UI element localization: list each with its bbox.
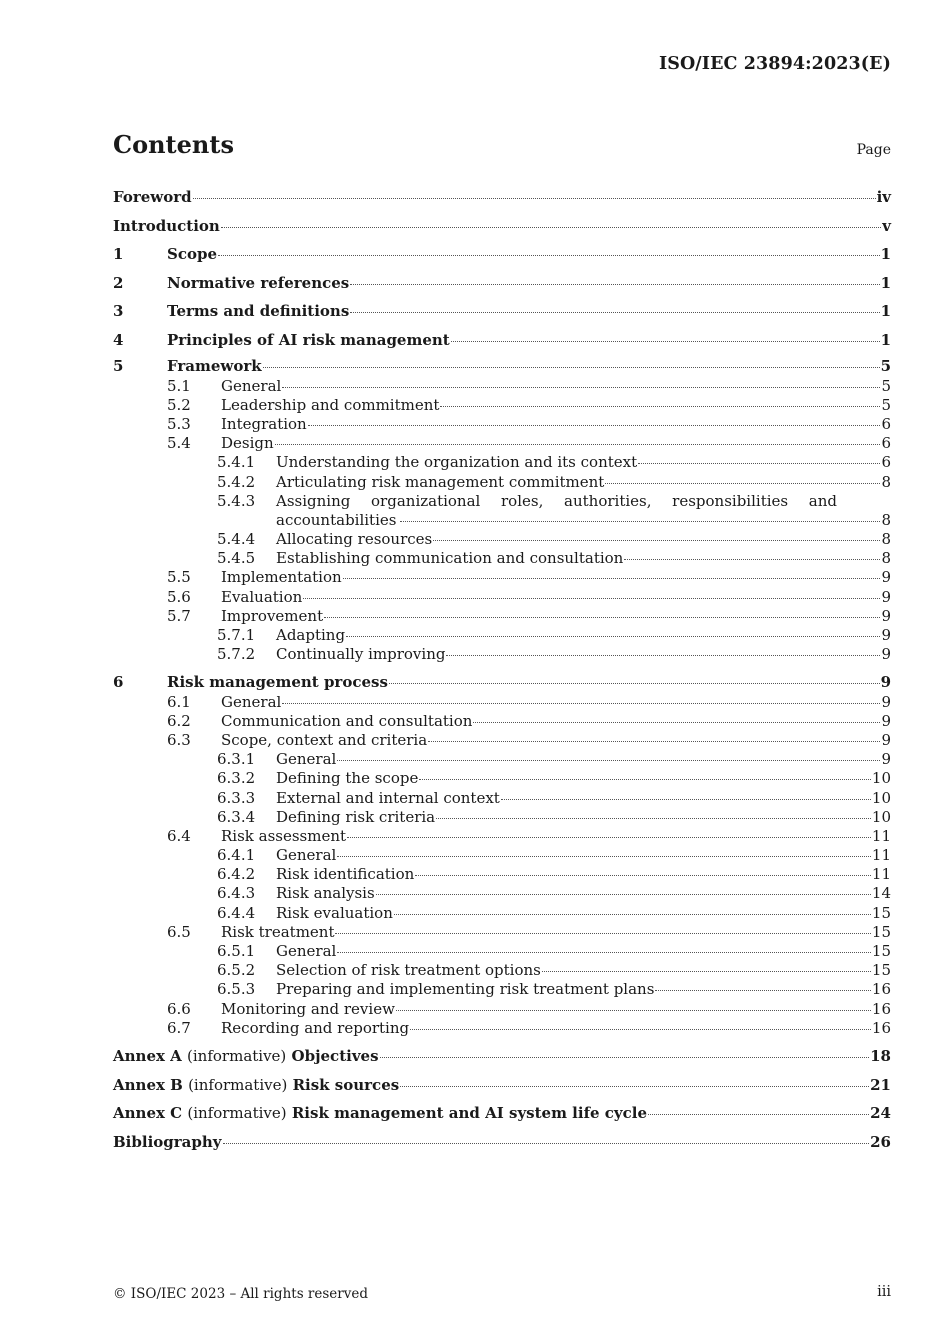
toc-entry[interactable]	[113, 530, 891, 549]
leader-dots	[396, 1009, 871, 1011]
toc-page: 9	[880, 673, 891, 692]
leader-dots	[648, 1113, 869, 1115]
toc-number: 5.6	[167, 587, 191, 606]
leader-dots	[419, 778, 871, 780]
toc-number: 6.2	[167, 711, 191, 730]
toc-number: 5.4.5	[217, 549, 256, 568]
toc-page: 8	[881, 549, 891, 568]
toc-number: 5.7	[167, 606, 191, 625]
toc-number: 5.5	[167, 568, 191, 587]
leader-dots	[347, 836, 871, 838]
toc-page: 26	[870, 1132, 891, 1151]
toc-entry[interactable]	[113, 396, 891, 415]
toc-number: 6.3.1	[217, 750, 256, 769]
toc-number: 4	[113, 330, 124, 349]
toc-label: Terms and definitions	[167, 302, 350, 321]
toc-page: 6	[881, 453, 891, 472]
toc-entry[interactable]	[113, 904, 891, 923]
annex-id: Annex B	[113, 1075, 183, 1094]
toc-page: 8	[881, 472, 891, 491]
toc-number: 6.6	[167, 999, 191, 1018]
page-title: Contents	[113, 130, 234, 159]
leader-dots	[440, 405, 880, 407]
toc-page: v	[882, 216, 891, 235]
toc-page: 10	[871, 807, 891, 826]
leader-dots	[350, 311, 879, 313]
leader-dots	[337, 759, 880, 761]
toc-page: 9	[881, 626, 891, 645]
toc-page: 24	[870, 1104, 891, 1123]
toc-label-word: Assigning	[276, 491, 351, 510]
toc-entry[interactable]	[113, 808, 891, 827]
toc-page: 16	[871, 980, 891, 999]
toc-page: 15	[871, 942, 891, 961]
toc-entry[interactable]	[113, 415, 891, 434]
toc-page: iv	[876, 188, 891, 206]
toc-page: 15	[871, 961, 891, 980]
toc-label: General	[276, 846, 337, 865]
toc-label: Allocating resources	[276, 530, 433, 549]
toc-label: Defining risk criteria	[276, 807, 436, 826]
toc-page: 9	[881, 692, 891, 711]
toc-number: 6.5	[167, 922, 191, 941]
toc-number: 6.3.2	[217, 769, 256, 788]
annex-kind: (informative)	[187, 1046, 287, 1065]
toc-entry-foreword[interactable]	[113, 183, 891, 212]
toc-page: 14	[871, 884, 891, 903]
toc-entry-terms-and-definitions[interactable]	[113, 297, 891, 326]
toc-number: 6.5.2	[217, 961, 256, 980]
leader-dots	[343, 577, 881, 579]
leader-dots	[501, 798, 871, 800]
toc-entry[interactable]	[113, 434, 891, 453]
toc-page: 10	[871, 788, 891, 807]
toc-number: 6.4.2	[217, 865, 256, 884]
toc-entry[interactable]	[113, 1019, 891, 1038]
toc-page: 15	[871, 903, 891, 922]
toc-number: 5.1	[167, 376, 191, 395]
toc-page: 1	[880, 302, 891, 321]
toc-label: Establishing communication and consultation	[276, 549, 624, 568]
toc-label: Evaluation	[221, 587, 303, 606]
leader-dots	[605, 482, 880, 484]
toc-page: 9	[881, 711, 891, 730]
toc-label: accountabilities	[276, 510, 397, 529]
leader-dots	[436, 817, 871, 819]
toc-number: 6.4.3	[217, 884, 256, 903]
leader-dots	[263, 366, 880, 368]
leader-dots	[324, 616, 880, 618]
toc-number: 5.4.3	[217, 491, 256, 510]
toc-label: Scope	[167, 245, 218, 264]
leader-dots	[337, 855, 871, 857]
leader-dots	[451, 340, 880, 342]
toc-label: General	[276, 750, 337, 769]
toc-entry-annex-c[interactable]	[113, 1099, 891, 1128]
toc-number: 6.7	[167, 1018, 191, 1037]
leader-dots	[394, 913, 871, 915]
toc-label-word: roles,	[501, 491, 544, 510]
toc-entry[interactable]	[113, 961, 891, 980]
toc-entry-bibliography[interactable]	[113, 1128, 891, 1157]
toc-entry-risk-management-process[interactable]	[113, 673, 891, 692]
toc-number: 5.4.1	[217, 453, 256, 472]
toc-number: 5.7.1	[217, 626, 256, 645]
toc-entry[interactable]	[113, 588, 891, 607]
toc-label: Risk management process	[167, 673, 388, 692]
leader-dots	[335, 932, 870, 934]
toc-page: 11	[871, 846, 891, 865]
toc-entry[interactable]	[113, 942, 891, 961]
toc-page: 1	[880, 330, 891, 349]
toc-entry[interactable]	[113, 693, 891, 712]
toc-page: 5	[881, 376, 891, 395]
toc-number: 6.5.3	[217, 980, 256, 999]
toc-page: 21	[870, 1075, 891, 1094]
leader-dots	[428, 740, 880, 742]
leader-dots	[303, 597, 880, 599]
toc-number: 5.2	[167, 395, 191, 414]
toc-entry[interactable]	[113, 865, 891, 884]
toc-page: 6	[881, 414, 891, 433]
toc-number: 6.1	[167, 692, 191, 711]
toc-page: 9	[881, 645, 891, 664]
toc-label: General	[221, 692, 282, 711]
toc-entry[interactable]	[113, 846, 891, 865]
toc-number: 6.4.1	[217, 846, 256, 865]
annex-kind: (informative)	[187, 1104, 287, 1123]
leader-dots	[380, 1056, 870, 1058]
toc-entry[interactable]	[113, 712, 891, 731]
toc-entry-scope[interactable]	[113, 240, 891, 269]
toc-number: 1	[113, 245, 124, 264]
toc-label: General	[221, 376, 282, 395]
leader-dots	[218, 254, 880, 256]
leader-dots	[415, 874, 871, 876]
document-id: ISO/IEC 23894:2023(E)	[658, 54, 891, 74]
toc-label: Foreword	[113, 188, 192, 206]
toc-label: Integration	[221, 414, 307, 433]
toc-number: 3	[113, 302, 124, 321]
toc-entry[interactable]	[113, 750, 891, 769]
leader-dots	[624, 558, 880, 560]
toc-entry-introduction[interactable]	[113, 212, 891, 241]
toc-label: Bibliography	[113, 1132, 222, 1151]
toc-page: 18	[870, 1046, 891, 1065]
annex-id: Annex C	[113, 1104, 183, 1123]
toc-entry[interactable]	[113, 607, 891, 626]
leader-dots	[193, 197, 876, 199]
toc-page: 1	[880, 245, 891, 264]
toc-entry[interactable]	[113, 377, 891, 396]
annex-kind: (informative)	[188, 1075, 288, 1094]
toc-label: Principles of AI risk management	[167, 330, 450, 349]
leader-dots	[473, 721, 880, 723]
toc-entry[interactable]	[113, 731, 891, 750]
toc-page: 11	[871, 865, 891, 884]
toc-number: 2	[113, 273, 124, 292]
leader-dots	[221, 226, 881, 228]
leader-dots	[275, 443, 881, 445]
toc-entry-annex-a[interactable]	[113, 1042, 891, 1071]
leader-dots	[389, 682, 880, 684]
toc-entry-framework[interactable]	[113, 355, 891, 377]
toc-label: Risk analysis	[276, 884, 375, 903]
toc-label: Monitoring and review	[221, 999, 395, 1018]
toc-number: 5.4	[167, 434, 191, 453]
toc-page: 8	[881, 510, 891, 529]
toc-number: 5.4.4	[217, 530, 256, 549]
toc-entry[interactable]	[113, 884, 891, 903]
page-column-label: Page	[856, 142, 891, 158]
toc-page: 10	[871, 769, 891, 788]
toc-page: 1	[880, 273, 891, 292]
toc-entry-annex-b[interactable]	[113, 1071, 891, 1100]
toc-page: 15	[871, 922, 891, 941]
leader-dots	[433, 539, 880, 541]
leader-dots	[350, 283, 879, 285]
toc-entry[interactable]	[113, 827, 891, 846]
toc-page: 9	[881, 750, 891, 769]
toc-label: Leadership and commitment	[221, 395, 440, 414]
toc-label-line1	[276, 492, 891, 511]
toc-number: 5.7.2	[217, 645, 256, 664]
leader-dots	[346, 635, 880, 637]
toc-number: 6.5.1	[217, 942, 256, 961]
toc-page: 9	[881, 568, 891, 587]
toc-entry[interactable]	[113, 769, 891, 788]
toc-label: External and internal context	[276, 788, 500, 807]
toc-page: 11	[871, 826, 891, 845]
toc-entry[interactable]	[113, 789, 891, 808]
toc-label: Framework	[167, 356, 262, 375]
toc-label: Defining the scope	[276, 769, 419, 788]
toc-label: Risk assessment	[221, 826, 347, 845]
toc-label: Risk management and AI system life cycle	[291, 1104, 648, 1123]
toc-label: Adapting	[276, 626, 346, 645]
toc-label: Improvement	[221, 606, 324, 625]
toc-label: Communication and consultation	[221, 711, 473, 730]
leader-dots	[400, 520, 880, 522]
toc-page: 6	[881, 434, 891, 453]
toc-page: 9	[881, 730, 891, 749]
toc-number: 5.4.2	[217, 472, 256, 491]
toc-page: 9	[881, 587, 891, 606]
toc-number: 6.4.4	[217, 903, 256, 922]
toc-label: Risk treatment	[221, 922, 335, 941]
leader-dots	[410, 1028, 871, 1030]
toc-entry-normative-references[interactable]	[113, 269, 891, 298]
toc-entry[interactable]	[113, 645, 891, 664]
toc-number: 6.3	[167, 730, 191, 749]
leader-dots	[223, 1142, 870, 1144]
toc-page: 16	[871, 1018, 891, 1037]
leader-dots	[542, 970, 871, 972]
toc-page: 8	[881, 530, 891, 549]
toc-page: 16	[871, 999, 891, 1018]
toc-label: General	[276, 942, 337, 961]
leader-dots	[400, 1085, 869, 1087]
toc-number: 6.4	[167, 826, 191, 845]
toc-label: Understanding the organization and its context	[276, 453, 638, 472]
footer-copyright: © ISO/IEC 2023 – All rights reserved	[113, 1286, 368, 1302]
toc-label: Risk identification	[276, 865, 415, 884]
toc-entry[interactable]	[113, 473, 891, 492]
toc-number: 6.3.4	[217, 807, 256, 826]
toc-number: 6.3.3	[217, 788, 256, 807]
toc-number: 5.3	[167, 414, 191, 433]
toc-number: 5	[113, 356, 124, 375]
toc-label-word: organizational	[371, 491, 481, 510]
toc-page: 5	[880, 356, 891, 375]
footer-page-number: iii	[877, 1284, 891, 1300]
toc-label: Scope, context and criteria	[221, 730, 428, 749]
toc-label: Introduction	[113, 216, 220, 235]
leader-dots	[376, 893, 871, 895]
toc-number: 6	[113, 673, 124, 692]
toc-label: Recording and reporting	[221, 1018, 410, 1037]
toc-entry[interactable]	[113, 980, 891, 999]
leader-dots	[655, 989, 871, 991]
toc-label: Risk evaluation	[276, 903, 393, 922]
leader-dots	[337, 951, 871, 953]
leader-dots	[446, 654, 880, 656]
toc-label-word: authorities,	[564, 491, 652, 510]
toc-entry[interactable]	[113, 1000, 891, 1019]
toc-entry[interactable]	[113, 626, 891, 645]
toc-label-word: and	[808, 491, 837, 510]
toc-label: Articulating risk management commitment	[276, 472, 605, 491]
toc-label-word: responsibilities	[672, 491, 789, 510]
leader-dots	[282, 386, 880, 388]
leader-dots	[282, 702, 880, 704]
toc-entry[interactable]	[113, 453, 891, 472]
toc-page: 5	[881, 395, 891, 414]
toc-label: Design	[221, 434, 274, 453]
toc-label: Normative references	[167, 273, 350, 292]
leader-dots	[308, 424, 881, 426]
toc-label: Risk sources	[292, 1075, 400, 1094]
toc-entry-wrapped[interactable]	[113, 492, 891, 530]
toc-label: Continually improving	[276, 645, 446, 664]
toc-entry[interactable]	[113, 568, 891, 587]
toc-page: 9	[881, 606, 891, 625]
toc-label: Implementation	[221, 568, 342, 587]
table-of-contents	[113, 183, 891, 1156]
toc-entry[interactable]	[113, 549, 891, 568]
toc-entry-principles[interactable]	[113, 326, 891, 355]
toc-entry[interactable]	[113, 923, 891, 942]
leader-dots	[638, 462, 880, 464]
toc-label: Selection of risk treatment options	[276, 961, 541, 980]
toc-label: Preparing and implementing risk treatment plans	[276, 980, 655, 999]
annex-id: Annex A	[113, 1046, 182, 1065]
toc-label-line2	[276, 511, 891, 530]
toc-label: Objectives	[291, 1046, 379, 1065]
